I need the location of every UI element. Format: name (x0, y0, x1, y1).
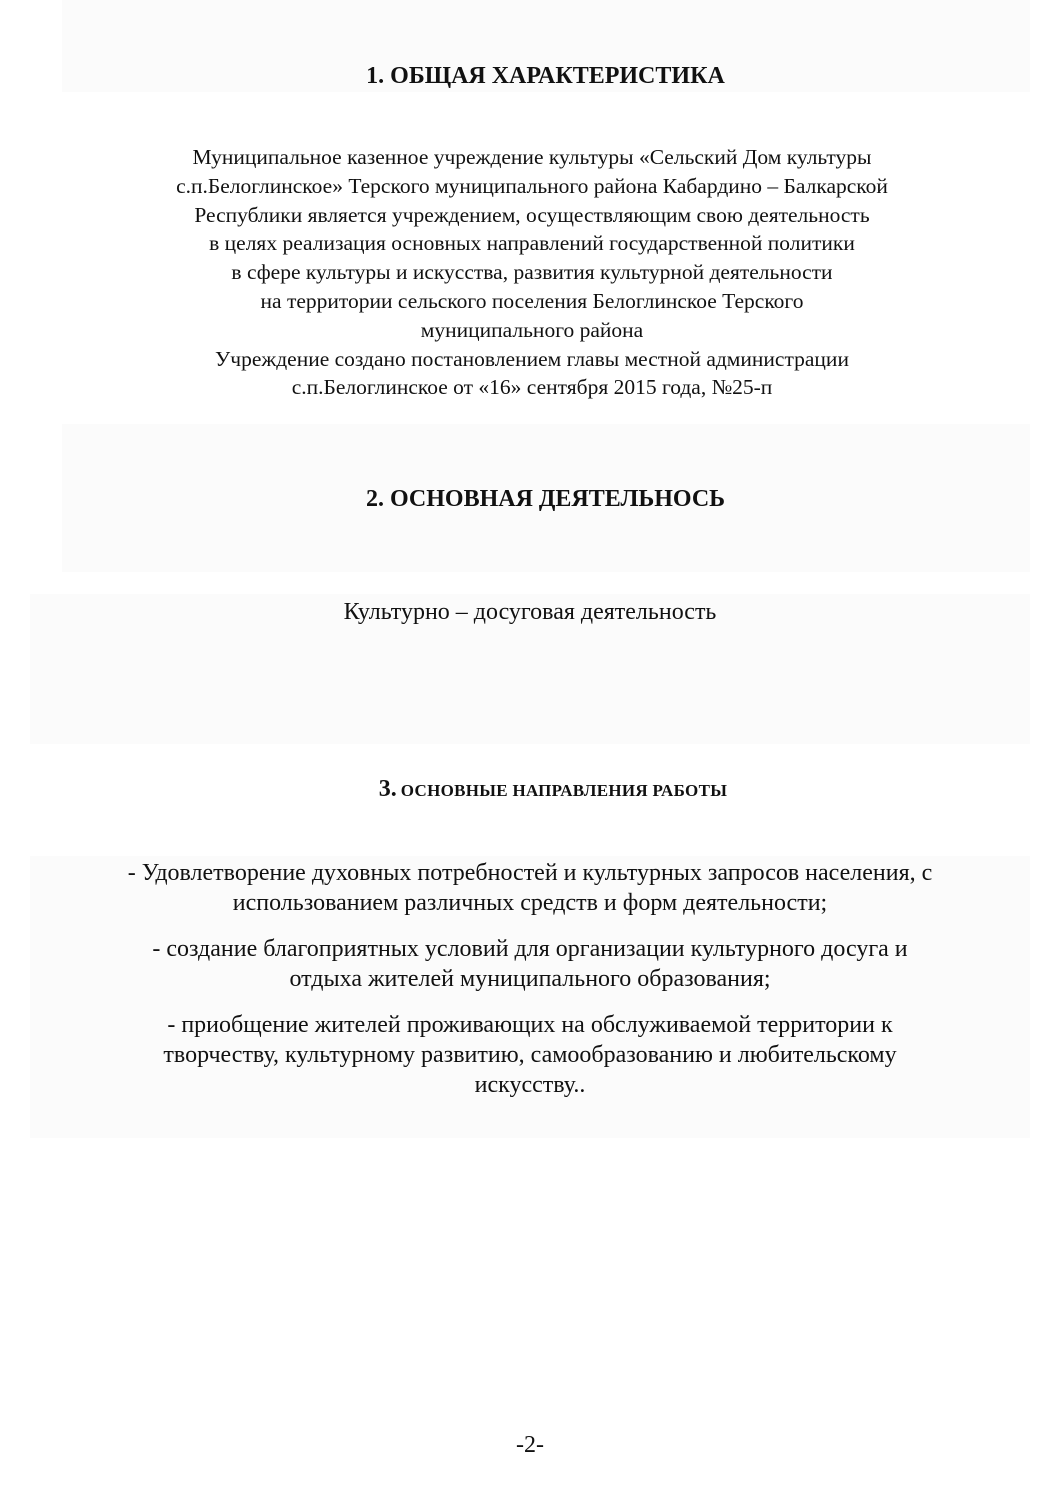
list-item-line: - создание благоприятных условий для организации культурного досуга и (152, 936, 908, 962)
list-item-line: - Удовлетворение духовных потребностей и культурных запросов населения, с (127, 860, 933, 886)
section2-title: 2. ОСНОВНАЯ ДЕЯТЕЛЬНОСЬ (365, 486, 726, 512)
work-directions-list (0, 858, 1060, 1100)
section3-number: 3. (378, 776, 397, 802)
description-line: в целях реализация основных направлений государственной политики (209, 231, 855, 256)
list-item (0, 858, 1060, 918)
page-number: -2- (516, 1432, 544, 1458)
list-item-line: отдыха жителей муниципального образования; (289, 966, 771, 992)
description-line: Учреждение создано постановлением главы местной администрации (215, 346, 849, 371)
description-line: с.п.Белоглинское» Терского муниципального района Кабардино – Балкарской (176, 173, 888, 198)
description-line: Муниципальное казенное учреждение культуры «Сельский Дом культуры (192, 145, 872, 169)
description-line: на территории сельского поселения Белоглинское Терского (260, 288, 804, 313)
section1-description (0, 143, 1061, 402)
list-item (0, 1010, 1060, 1100)
section3-title-text: ОСНОВНЫЕ НАПРАВЛЕНИЯ РАБОТЫ (400, 781, 728, 800)
list-item (0, 934, 1060, 994)
list-item-line: использованием различных средств и форм деятельности; (232, 890, 828, 916)
description-line: муниципального района (420, 317, 644, 342)
list-item-line: - приобщение жителей проживающих на обслуживаемой территории к (167, 1012, 893, 1038)
section1-title: 1. ОБЩАЯ ХАРАКТЕРИСТИКА (366, 63, 725, 89)
description-line: в сфере культуры и искусства, развития культурной деятельности (231, 260, 833, 285)
list-item-line: искусству.. (474, 1072, 586, 1098)
list-item-line: творчеству, культурному развитию, самообразованию и любительскому (163, 1042, 897, 1068)
main-activity-text: Культурно – досуговая деятельность (343, 599, 717, 625)
description-line: Республики является учреждением, осуществляющим свою деятельность (194, 202, 870, 227)
section3-title (0, 773, 1061, 808)
description-line: с.п.Белоглинское от «16» сентября 2015 года, №25-п (291, 375, 773, 400)
